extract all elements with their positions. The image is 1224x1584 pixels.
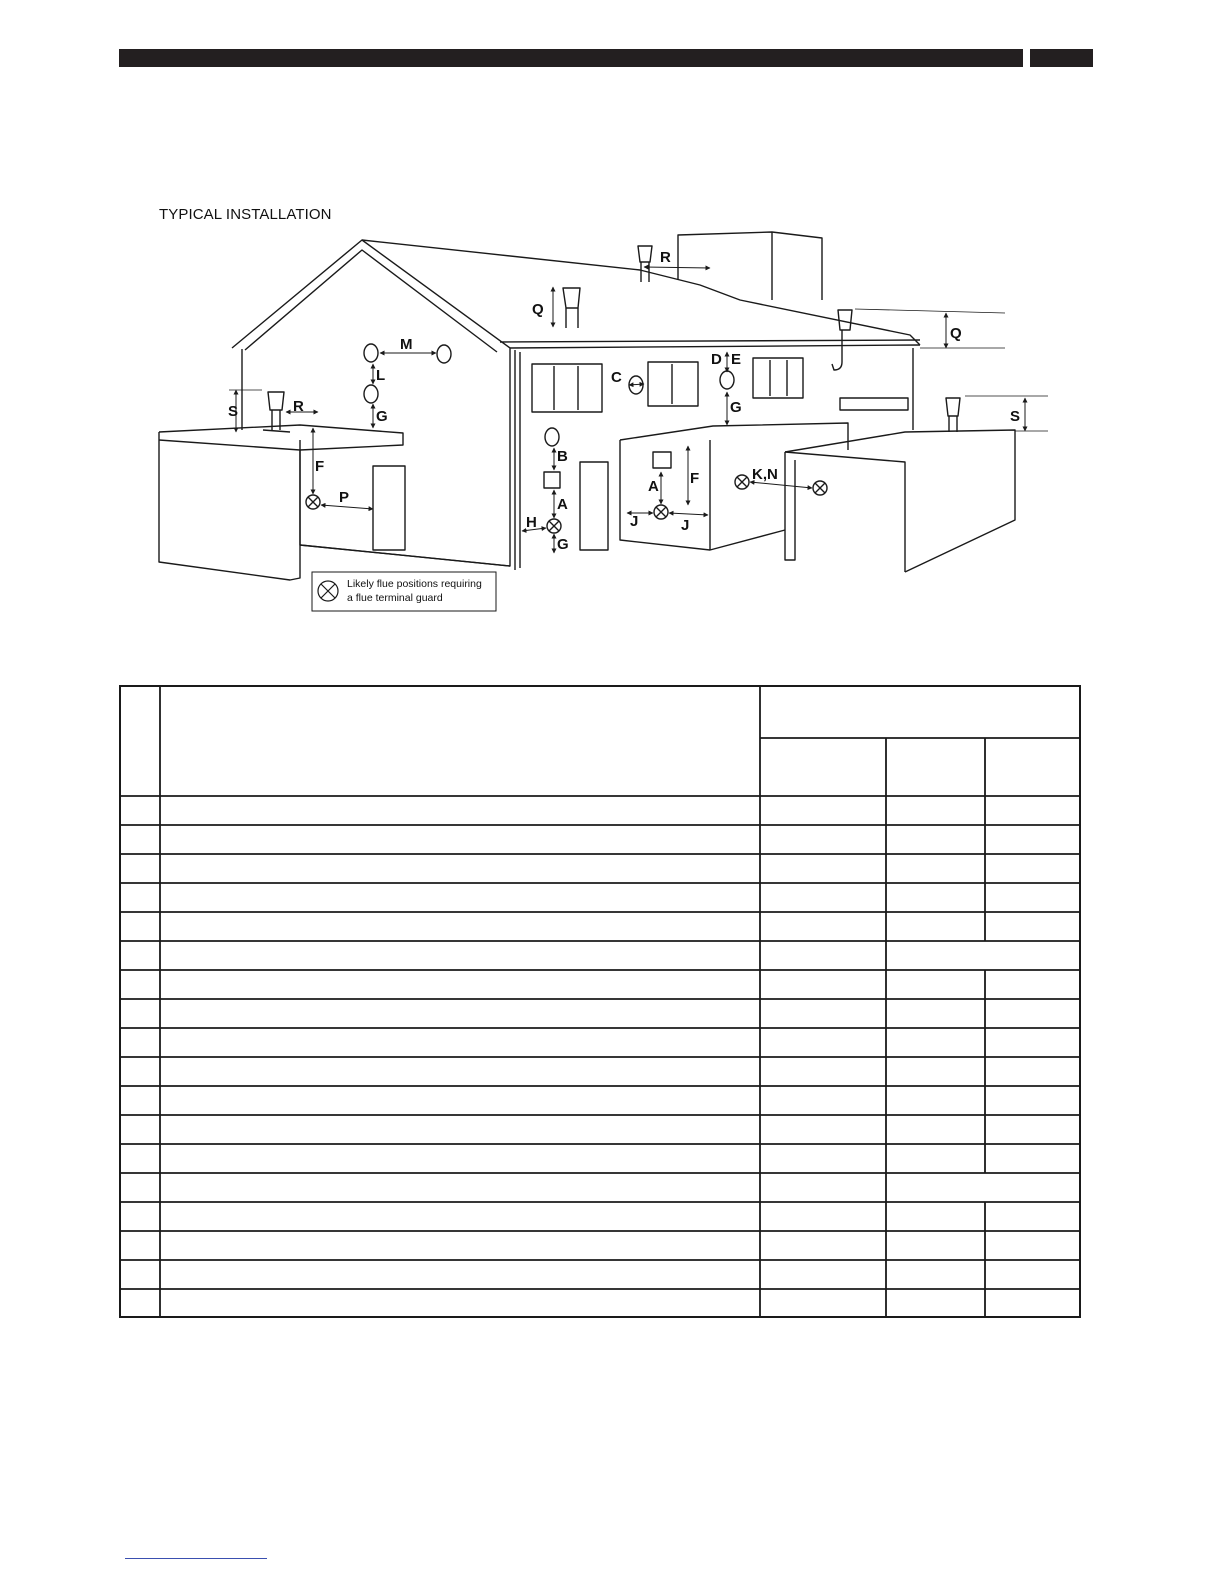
- label-f-right: F: [690, 470, 700, 487]
- label-q-right: Q: [950, 325, 962, 342]
- label-kn: K,N: [752, 466, 778, 483]
- label-p: P: [339, 489, 350, 506]
- left-garage: [159, 425, 510, 580]
- label-f-left: F: [315, 458, 325, 475]
- label-g-low: G: [557, 536, 569, 553]
- header-page-tab: [1030, 49, 1093, 67]
- diagram-title: TYPICAL INSTALLATION: [159, 206, 332, 223]
- label-a-left: A: [557, 496, 568, 513]
- label-e: E: [731, 351, 742, 368]
- label-c: C: [611, 369, 622, 386]
- legend: [312, 572, 496, 611]
- label-l: L: [376, 367, 386, 384]
- installation-diagram: [150, 230, 1070, 620]
- legend-line-2: a flue terminal guard: [347, 592, 443, 604]
- label-a-right: A: [648, 478, 659, 495]
- label-g-mid: G: [730, 399, 742, 416]
- house-front-wall: [515, 348, 913, 570]
- table-grid: [120, 686, 1080, 1317]
- label-q-left: Q: [532, 301, 544, 318]
- flue-terminals: [263, 246, 960, 432]
- label-h: H: [526, 514, 537, 531]
- air-vent-openings: [364, 344, 734, 488]
- label-r-top: R: [660, 249, 671, 266]
- label-s-right: S: [1010, 408, 1021, 425]
- header-bar: [119, 49, 1023, 67]
- clearance-table: [119, 685, 1081, 1318]
- table-border: [120, 686, 1080, 1317]
- roof-extension: [678, 232, 822, 300]
- right-garage: [785, 430, 1015, 572]
- label-j-left: J: [630, 513, 639, 530]
- label-b: B: [557, 448, 568, 465]
- front-door: [580, 462, 608, 550]
- label-s-left: S: [228, 403, 239, 420]
- label-m: M: [400, 336, 413, 353]
- legend-line-1: Likely flue positions requiring: [347, 578, 482, 590]
- house-roof: [362, 240, 920, 348]
- label-r-left: R: [293, 398, 304, 415]
- label-g-left: G: [376, 408, 388, 425]
- label-j-right: J: [681, 517, 690, 534]
- footer-link-rule[interactable]: [125, 1558, 267, 1559]
- label-d: D: [711, 351, 722, 368]
